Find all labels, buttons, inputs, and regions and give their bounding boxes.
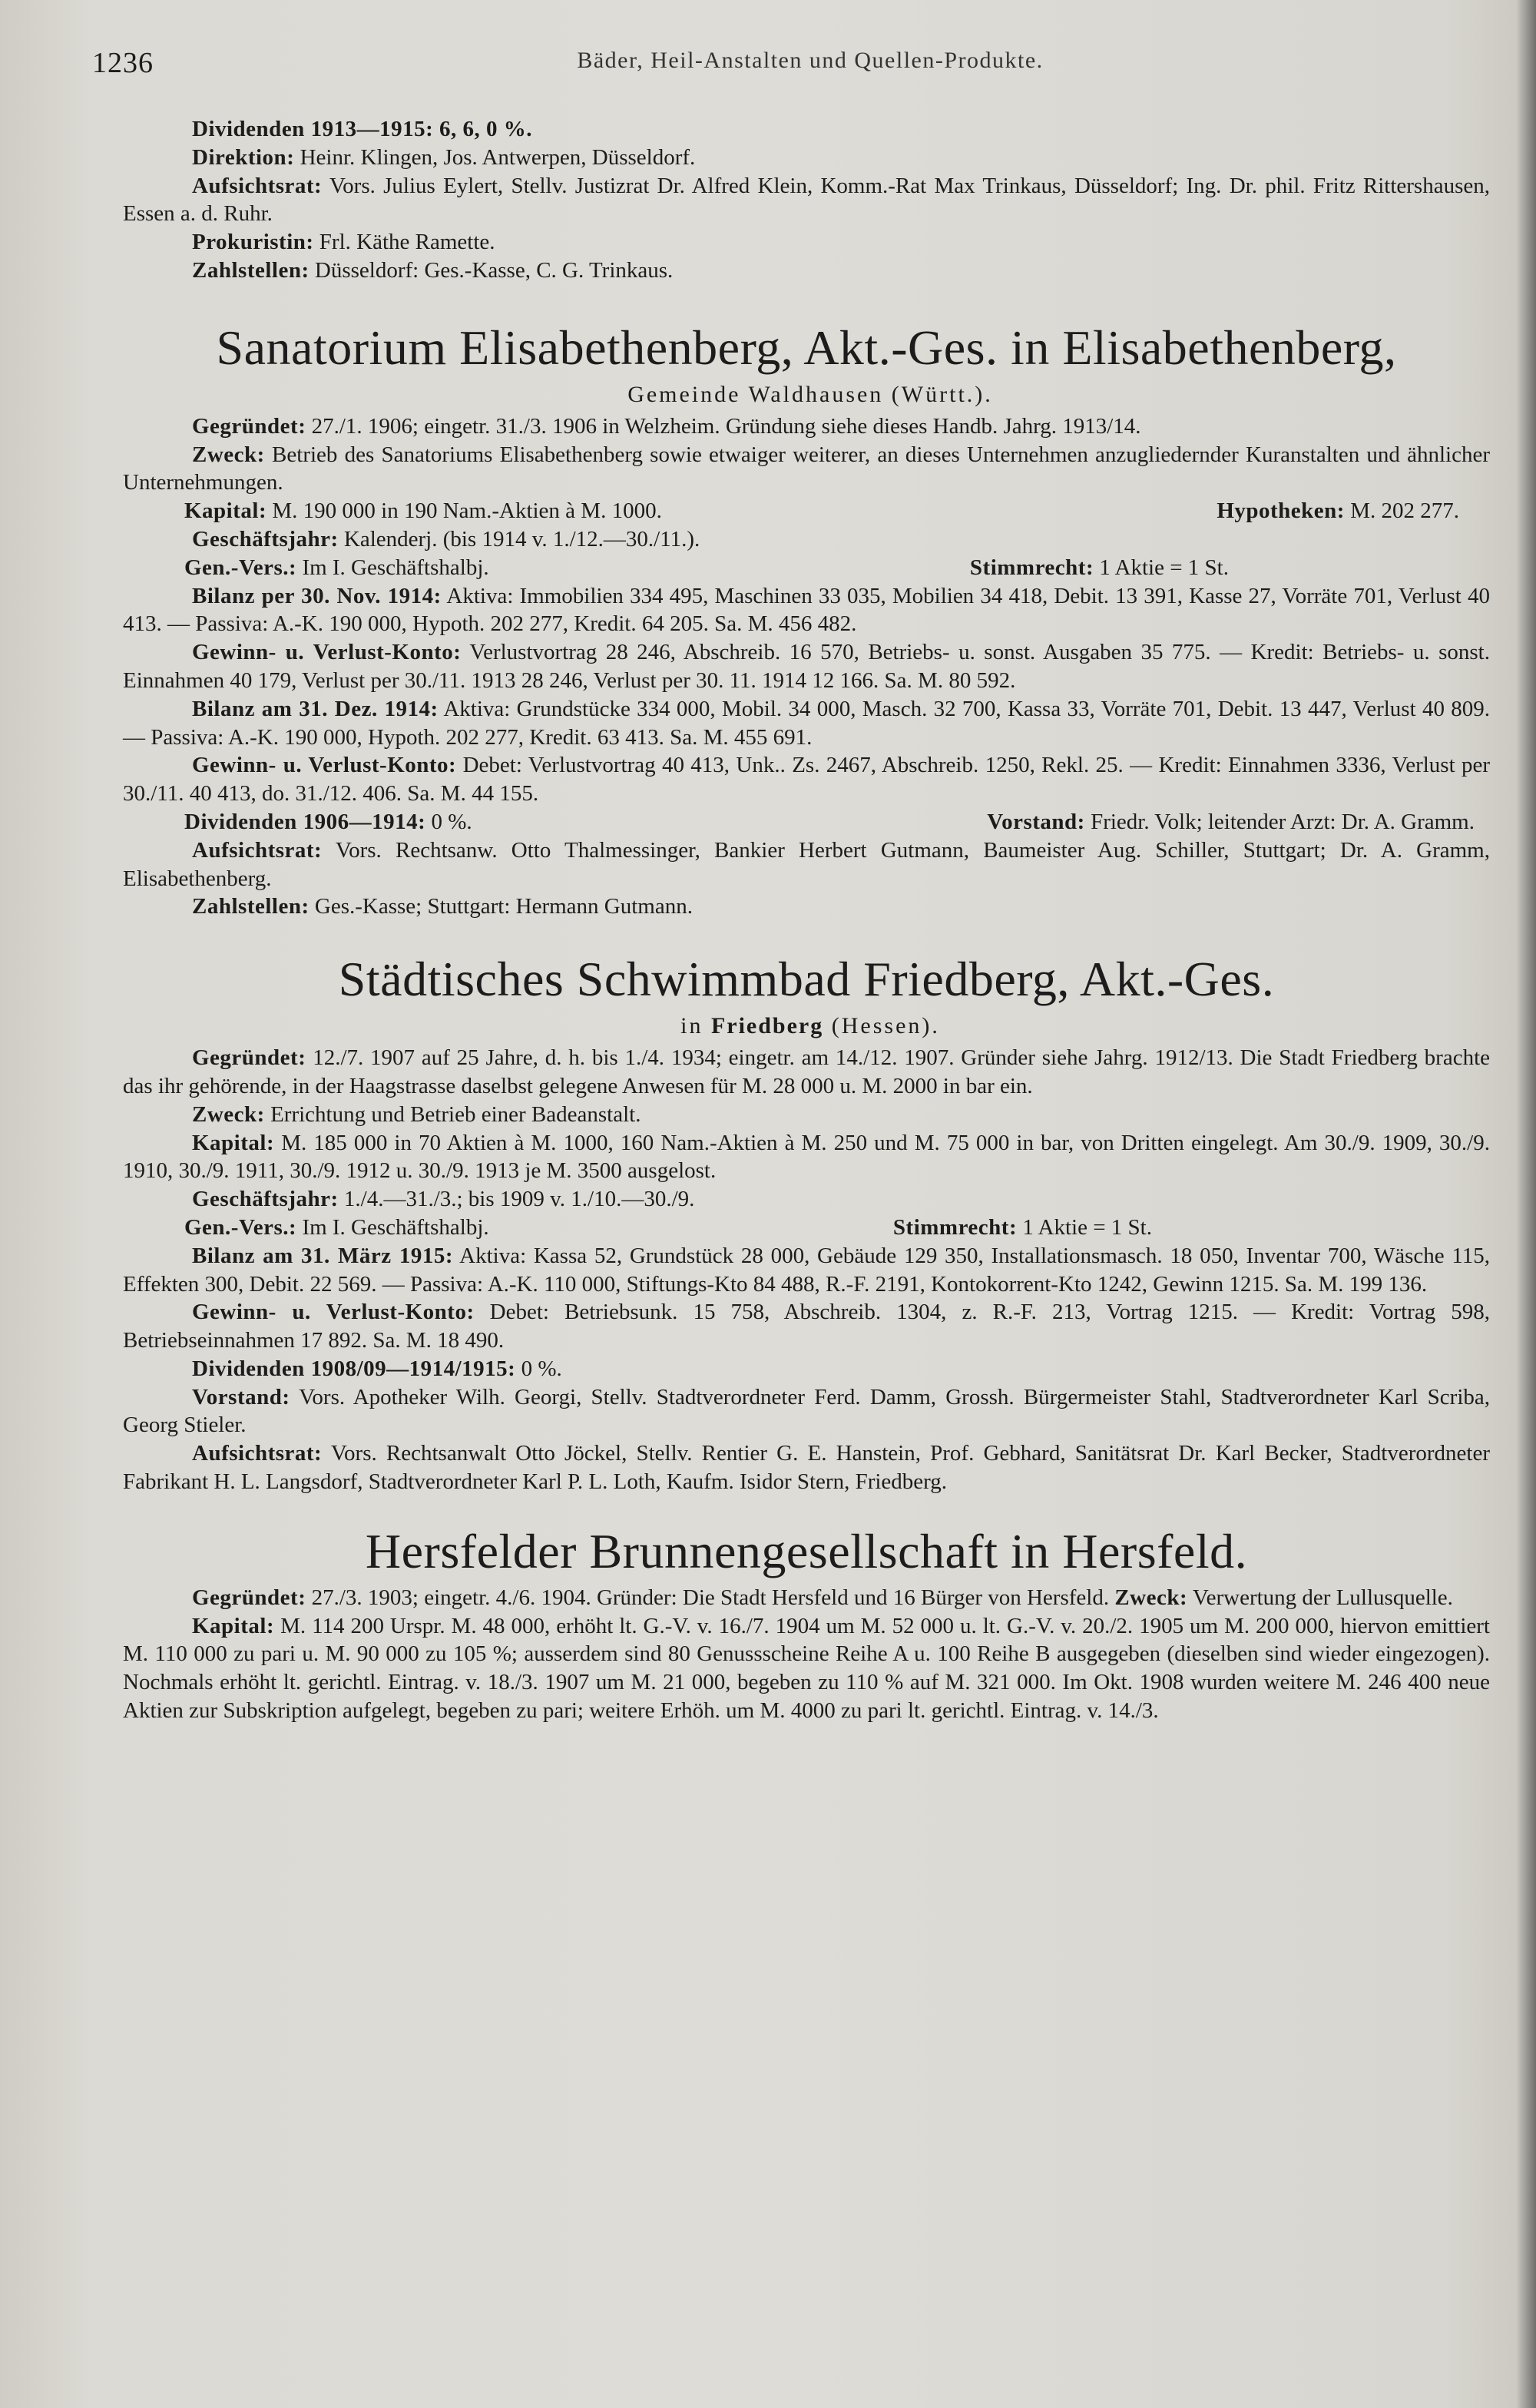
top-prokuristin: Prokuristin: Frl. Käthe Ramette. (192, 230, 495, 255)
bilanz-1914-dez: Bilanz am 31. Dez. 1914: Aktiva: Grundstücke 334 000, Mobil. 34 000, Masch. 32 700, Kassa 33, Vorräte 701, Debit. 13 447, Verlust 40 809. — Passiva: A.-K. 190 000, Hypoth. 202 277, Kredit. 63 413. Sa. M. 455 691. (123, 696, 1490, 750)
gegruendet: Gegründet: 27./3. 1903; eingetr. 4./6. 1904. Gründer: Die Stadt Hersfeld und 16 Bürger von Hersfeld. Zweck: Verwertung der Lullusquelle. (192, 1585, 1453, 1610)
dividenden-row (123, 808, 1490, 836)
vorstand: Vorstand: Friedr. Volk; leitender Arzt: Dr. A. Gramm. (987, 809, 1475, 834)
geschaeftsjahr: Geschäftsjahr: 1./4.—31./3.; bis 1909 v. 1./10.—30./9. (192, 1187, 695, 1212)
geschaeftsjahr: Geschäftsjahr: Kalenderj. (bis 1914 v. 1./12.—30./11.). (192, 526, 700, 551)
aufsichtsrat: Aufsichtsrat: Vors. Rechtsanwalt Otto Jöckel, Stellv. Rentier G. E. Hanstein, Prof. Gebhard, Sanitätsrat Dr. Karl Becker, Stadtverordneter Fabrikant H. L. Langsdorf, Stadtverordneter Karl P. L. Loth, Kaufm. Isidor Stern, Friedberg. (123, 1441, 1490, 1495)
zweck: Zweck: Errichtung und Betrieb einer Badeanstalt. (192, 1101, 641, 1127)
aufsichtsrat: Aufsichtsrat: Vors. Rechtsanw. Otto Thalmessinger, Bankier Herbert Gutmann, Baumeister Aug. Schiller, Stuttgart; Dr. A. Gramm, Elisabethenberg. (123, 837, 1490, 891)
zahlstellen: Zahlstellen: Ges.-Kasse; Stuttgart: Hermann Gutmann. (192, 894, 693, 919)
entry-elisabethenberg (123, 316, 1491, 921)
entry-hersfeld (123, 1519, 1490, 1725)
top-zahlstellen: Zahlstellen: Düsseldorf: Ges.-Kasse, C. G. Trinkaus. (192, 257, 674, 283)
entry-subtitle: Gemeinde Waldhausen (Württ.). (627, 381, 993, 407)
top-dividenden: Dividenden 1913—1915: 6, 6, 0 %. (192, 117, 532, 141)
zweck: Zweck: Betrieb des Sanatoriums Elisabethenberg sowie etwaiger weiterer, an dieses Unternehmen anzugliedernder Kuranstalten und ähnlicher Unternehmungen. (123, 442, 1491, 495)
dividenden: Dividenden 1908/09—1914/1915: 0 %. (192, 1356, 562, 1381)
kapital: Kapital: M. 190 000 in 190 Nam.-Aktien à M. 1000. (184, 498, 662, 524)
kapital: Kapital: M. 185 000 in 70 Aktien à M. 1000, 160 Nam.-Aktien à M. 250 und M. 75 000 in bar, von Dritten eingelegt. Am 30./9. 1909, 30./9. 1910, 30./9. 1911, 30./9. 1912 u. 30./9. 1913 je M. 3500 ausgelost. (123, 1130, 1490, 1184)
gv-konto-1: Gewinn- u. Verlust-Konto: Verlustvortrag 28 246, Abschreib. 16 570, Betriebs- u. sonst. Ausgaben 35 775. — Kredit: Betriebs- u. sonst. Einnahmen 40 179, Verlust per 30./11. 1913 28 246, Verlust per 30. 11. 1914 12 166. Sa. M. 80 592. (123, 640, 1490, 693)
entry-friedberg (123, 947, 1491, 1496)
genvers-row (123, 1214, 1490, 1242)
genvers: Gen.-Vers.: Im I. Geschäftshalbj. (184, 555, 489, 580)
vorstand: Vorstand: Vors. Apotheker Wilh. Georgi, Stellv. Stadtverordneter Ferd. Damm, Grossh. Bürgermeister Stahl, Stadtverordneter Karl Scriba, Georg Stieler. (123, 1384, 1490, 1438)
bilanz: Bilanz am 31. März 1915: Aktiva: Kassa 52, Grundstück 28 000, Gebäude 129 350, Installationsmasch. 18 050, Inventar 700, Wäsche 115, Effekten 300, Debit. 22 569. — Passiva: A.-K. 110 000, Stiftungs-Kto 84 488, R.-F. 2191, Kontokorrent-Kto 1242, Gewinn 1215. Sa. M. 199 136. (123, 1243, 1490, 1297)
top-entry (123, 115, 1490, 285)
running-head: Bäder, Heil-Anstalten und Quellen-Produkte. (577, 48, 1044, 73)
entry-title: Städtisches Schwimmbad Friedberg, Akt.-Ges. (338, 952, 1275, 1007)
dividenden: Dividenden 1906—1914: 0 %. (184, 809, 472, 834)
gv-konto-2: Gewinn- u. Verlust-Konto: Debet: Verlustvortrag 40 413, Unk.. Zs. 2467, Abschreib. 1250, Rekl. 25. — Kredit: Einnahmen 3336, Verlust per 30./11. 40 413, do. 31./12. 406. Sa. M. 44 155. (123, 753, 1491, 807)
kapital: Kapital: M. 114 200 Urspr. M. 48 000, erhöht lt. G.-V. v. 16./7. 1904 um M. 52 000 u. lt. G.-V. v. 20./2. 1905 um M. 200 000, hiervon emittiert M. 110 000 zu pari u. M. 90 000 zu 105 %; ausserdem sind 80 Genussscheine Reihe A u. 100 Reihe B ausgegeben (dieselben sind wieder eingezogen). Nochmals erhöht lt. gerichtl. Eintrag. v. 18./3. 1907 um M. 21 000, begeben zu 110 % auf M. 321 000. Im Okt. 1908 wurden weitere M. 246 400 neue Aktien zur Subskription aufgelegt, begeben zu pari; weitere Erhöh. um M. 4000 zu pari lt. gerichtl. Eintrag. v. 14./3. (123, 1613, 1490, 1724)
entry-title: Sanatorium Elisabethenberg, Akt.-Ges. in Elisabethenberg, (216, 320, 1397, 375)
genvers-row (123, 554, 1490, 582)
kapital-row (123, 497, 1490, 525)
gegruendet: Gegründet: 12./7. 1907 auf 25 Jahre, d. h. bis 1./4. 1934; eingetr. am 14./12. 1907. Gründer siehe Jahrg. 1912/13. Die Stadt Friedberg brachte das ihr gehörende, in der Haagstrasse daselbst gelegene Anwesen für M. 28 000 u. M. 2000 in bar ein. (123, 1045, 1491, 1098)
gegruendet: Gegründet: 27./1. 1906; eingetr. 31./3. 1906 in Welzheim. Gründung siehe dieses Handb. Jahrg. 1913/14. (192, 413, 1141, 439)
entry-title: Hersfelder Brunnengesellschaft in Hersfeld. (365, 1523, 1248, 1578)
spine-shadow (1516, 0, 1536, 2408)
bilanz-1914-nov: Bilanz per 30. Nov. 1914: Aktiva: Immobilien 334 495, Maschinen 33 035, Mobilien 34 418, Debit. 13 391, Kasse 27, Vorräte 701, Verlust 40 413. — Passiva: A.-K. 190 000, Hypoth. 202 277, Kredit. 64 205. Sa. M. 456 482. (123, 583, 1490, 637)
stimmrecht: Stimmrecht: 1 Aktie = 1 St. (892, 1214, 1152, 1240)
top-direktion: Direktion: Heinr. Klingen, Jos. Antwerpen, Düsseldorf. (192, 144, 696, 170)
hypotheken: Hypotheken: M. 202 277. (1217, 498, 1459, 524)
gv-konto: Gewinn- u. Verlust-Konto: Debet: Betriebsunk. 15 758, Abschreib. 1304, z. R.-F. 213, Vortrag 1215. — Kredit: Vortrag 598, Betriebseinnahmen 17 892. Sa. M. 18 490. (123, 1300, 1490, 1353)
entry-subtitle: in Friedberg (Hessen). (680, 1013, 940, 1039)
genvers: Gen.-Vers.: Im I. Geschäftshalbj. (184, 1214, 489, 1240)
top-aufsichtsrat: Aufsichtsrat: Vors. Julius Eylert, Stellv. Justizrat Dr. Alfred Klein, Komm.-Rat Max Trinkaus, Düsseldorf; Ing. Dr. phil. Fritz Rittershausen, Essen a. d. Ruhr. (123, 173, 1490, 227)
page-number: 1236 (92, 47, 154, 79)
page-header (92, 46, 1490, 92)
stimmrecht: Stimmrecht: 1 Aktie = 1 St. (969, 555, 1229, 580)
